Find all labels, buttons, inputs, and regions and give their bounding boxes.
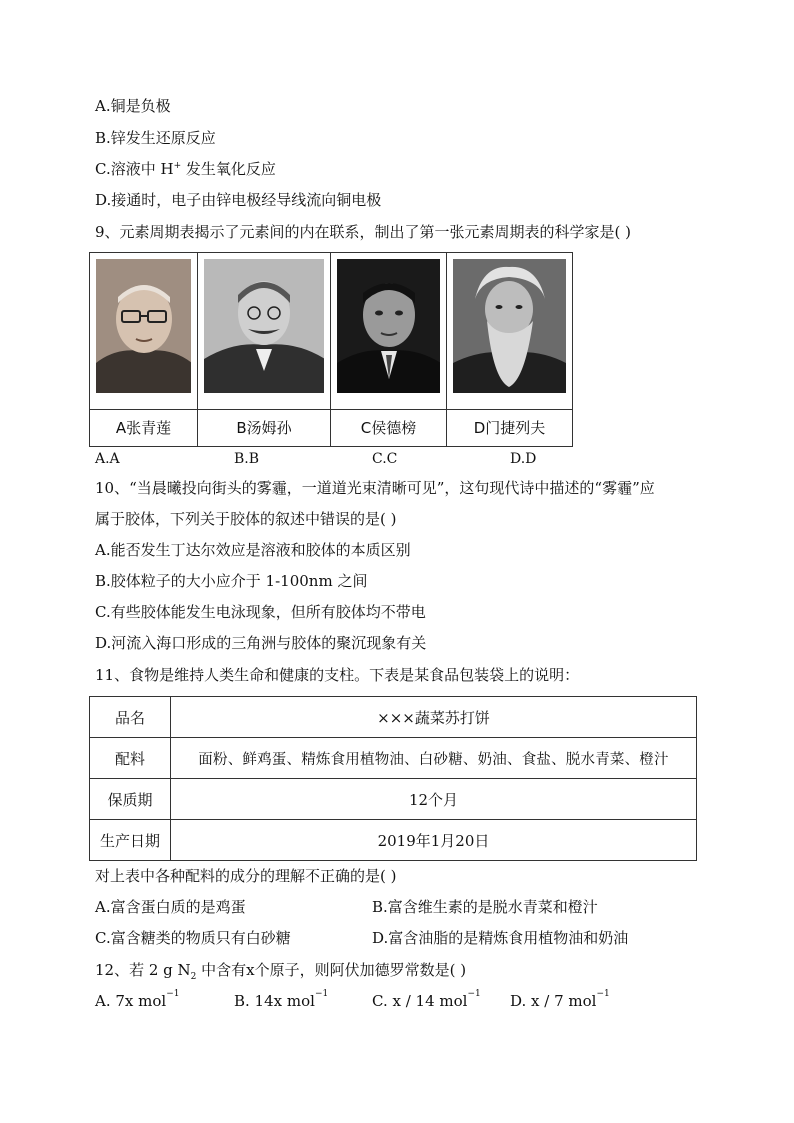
row-label-shelf-life: 保质期 — [90, 779, 171, 820]
q10-option-c: C.有些胶体能发生电泳现象，但所有胶体均不带电 — [95, 603, 426, 621]
q12-stem: 12、若 2 g $N_2$ 中含有x个原子，则阿伏加德罗常数是( ) — [95, 961, 467, 982]
row-value-ingredients: 面粉、鲜鸡蛋、精炼食用植物油、白砂糖、奶油、食盐、脱水青菜、橙汁 — [171, 738, 697, 779]
q12-option-b: B. 14x mol$^{-1}$ — [234, 989, 329, 1010]
q11-option-c: C.富含糖类的物质只有白砂糖 — [95, 929, 291, 947]
q11-question: 对上表中各种配料的成分的理解不正确的是( ) — [95, 867, 397, 885]
q10-option-b: B.胶体粒子的大小应介于 1-100nm 之间 — [95, 572, 368, 590]
row-value-shelf-life: 12个月 — [171, 779, 697, 820]
row-label-name: 品名 — [90, 697, 171, 738]
table-row — [90, 820, 697, 861]
portrait-caption-d: D门捷列夫 — [447, 409, 572, 446]
q12-option-c: C. x / 14 mol$^{-1}$ — [372, 989, 481, 1010]
q12-option-d: D. x / 7 mol$^{-1}$ — [510, 989, 610, 1010]
row-label-ingredients: 配料 — [90, 738, 171, 779]
q8-option-b: B.锌发生还原反应 — [95, 129, 216, 147]
portrait-cell-b — [198, 253, 331, 446]
q9-stem: 9、元素周期表揭示了元素间的内在联系，制出了第一张元素周期表的科学家是( ) — [95, 223, 632, 241]
q11-option-b: B.富含维生素的是脱水青菜和橙汁 — [372, 898, 598, 916]
table-row — [90, 697, 697, 738]
q11-stem: 11、食物是维持人类生命和健康的支柱。下表是某食品包装袋上的说明： — [95, 666, 580, 684]
q8-option-d: D.接通时，电子由锌电极经导线流向铜电极 — [95, 191, 382, 209]
q8-option-c: C.溶液中 H+ 发生氧化反应 — [95, 160, 276, 178]
portrait-caption-a: A张青莲 — [90, 409, 197, 446]
q10-option-a: A.能否发生丁达尔效应是溶液和胶体的本质区别 — [95, 541, 411, 559]
q11-option-a: A.富含蛋白质的是鸡蛋 — [95, 898, 246, 916]
q10-stem-line1: 10、“当晨曦投向街头的雾霾，一道道光束清晰可见”，这句现代诗中描述的“雾霾”应 — [95, 479, 655, 497]
portrait-photo-a — [96, 259, 191, 393]
row-value-production-date: 2019年1月20日 — [171, 820, 697, 861]
portrait-photo-b — [204, 259, 324, 393]
row-value-name: ×××蔬菜苏打饼 — [171, 697, 697, 738]
portrait-cell-d — [447, 253, 572, 446]
q12-option-a: A. 7x mol$^{-1}$ — [95, 989, 180, 1010]
portrait-caption-b: B汤姆孙 — [198, 409, 330, 446]
q10-option-d: D.河流入海口形成的三角洲与胶体的聚沉现象有关 — [95, 634, 427, 652]
row-label-production-date: 生产日期 — [90, 820, 171, 861]
portrait-cell-a — [90, 253, 198, 446]
food-label-table — [89, 696, 697, 861]
table-row — [90, 779, 697, 820]
portrait-photo-d — [453, 259, 566, 393]
q11-option-d: D.富含油脂的是精炼食用植物油和奶油 — [372, 929, 629, 947]
q9-option-a: A.A — [95, 451, 120, 467]
q10-stem-line2: 属于胶体，下列关于胶体的叙述中错误的是( ) — [95, 510, 397, 528]
portrait-photo-c — [337, 259, 440, 393]
portrait-caption-c: C侯德榜 — [331, 409, 446, 446]
q8-option-a: A.铜是负极 — [95, 97, 171, 115]
portrait-cell-c — [331, 253, 447, 446]
portrait-table — [89, 252, 573, 447]
q9-option-b: B.B — [234, 451, 260, 467]
table-row — [90, 738, 697, 779]
q9-option-d: D.D — [510, 451, 537, 467]
q9-option-c: C.C — [372, 451, 398, 467]
